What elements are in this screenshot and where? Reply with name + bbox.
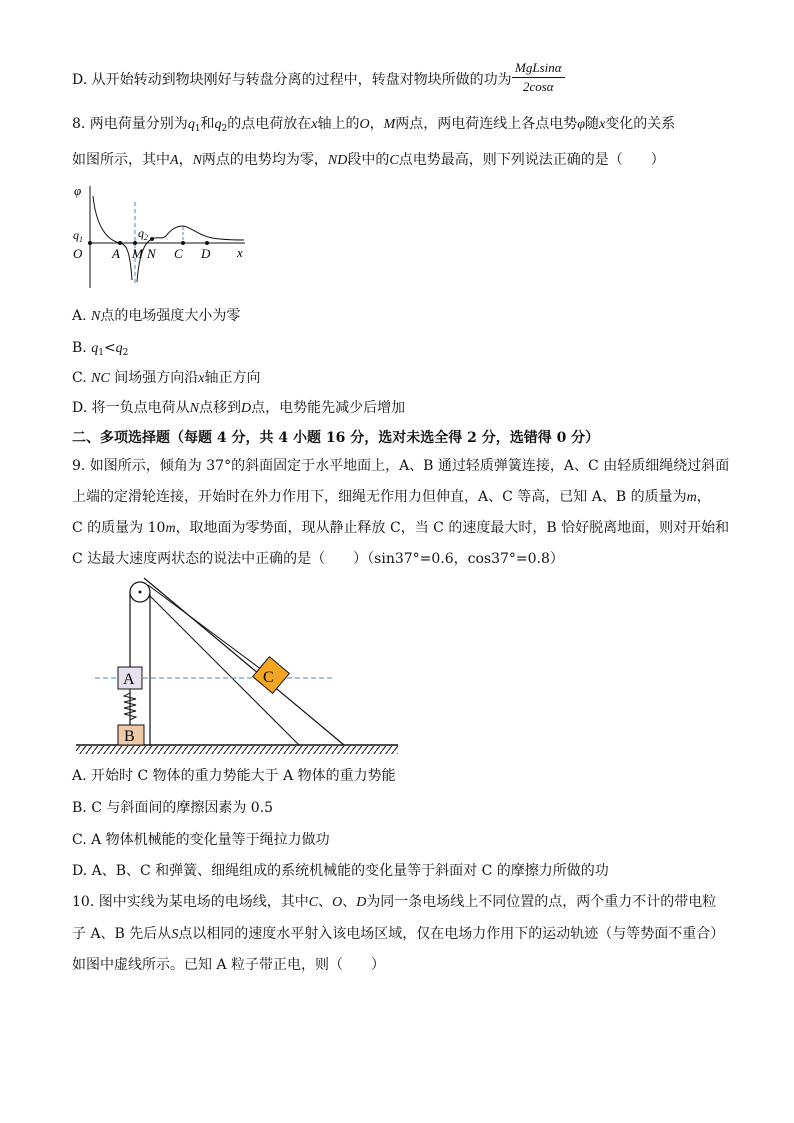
point-C: C <box>308 895 319 910</box>
section-2-heading: 二、多项选择题（每题 4 分，共 4 小题 16 分，选对未选全得 2 分，选错得 0 分） <box>72 430 600 446</box>
less-than: < <box>103 340 116 356</box>
q9-option-b[interactable]: B. C 与斜面间的摩擦因素为 0.5 <box>72 800 274 816</box>
mass-m: m <box>165 521 176 536</box>
text: ， <box>369 116 384 132</box>
q9-stem-line-2 <box>72 487 711 508</box>
point-S: S <box>171 927 179 942</box>
x-symbol: x <box>599 117 606 132</box>
q2-symbol: q <box>214 117 222 132</box>
q9-stem-line-4: C 达最大速度两状态的说法中正确的是（ ）（sin37°=0.6，cos37°=0.8） <box>72 551 564 567</box>
point-N: N <box>91 309 101 324</box>
text: 如图所示，其中 <box>72 152 170 168</box>
label-O: O <box>73 246 83 261</box>
label-A: A <box>112 246 120 261</box>
option-text: 点的电场强度大小为零 <box>100 308 241 324</box>
label-x: x <box>237 245 243 260</box>
point-O: O <box>332 895 343 910</box>
text: 和 <box>200 116 215 132</box>
text: 点以相同的速度水平射入该电场区域，仅在电场力作用下的运动轨迹（与等势面不重合） <box>178 926 725 942</box>
option-label: A. <box>72 308 92 324</box>
label-q2: $q_2$ <box>138 226 148 242</box>
q9-option-a[interactable]: A. 开始时 C 物体的重力势能大于 A 物体的重力势能 <box>72 768 396 784</box>
point-A: A <box>170 153 179 168</box>
q8-stem-line-1 <box>72 114 675 139</box>
text: 、 <box>342 894 357 910</box>
text: 两点的电势均为零， <box>201 152 328 168</box>
x-symbol: x <box>311 117 318 132</box>
q7-option-d-text: D. 从开始转动到物块刚好与转盘分离的过程中，转盘对物块所做的功为 <box>72 72 512 88</box>
q10-stem-line-1 <box>72 892 716 913</box>
text: ，取地面为零势面，现从静止释放 C，当 C 的速度最大时，B 恰好脱离地面，则对开始和 <box>175 520 730 536</box>
option-label: C. <box>72 370 92 386</box>
fraction-denominator: 2cosα <box>522 79 554 94</box>
q7-work-fraction <box>512 60 565 95</box>
label-M: M <box>132 246 143 261</box>
block-A-label: A <box>123 671 135 688</box>
text: 10. 图中实线为某电场的电场线，其中 <box>72 894 309 910</box>
point-O: O <box>359 117 370 132</box>
text: 随 <box>585 116 600 132</box>
label-C: C <box>174 246 183 261</box>
x-symbol: x <box>198 371 205 386</box>
q7-option-d <box>72 70 512 90</box>
incline-top-edge <box>144 578 344 745</box>
q2-symbol: q <box>115 341 123 356</box>
text: 两点，两电荷连线上各点电势 <box>395 116 578 132</box>
subscript: 2 <box>122 348 129 358</box>
text: 、 <box>318 894 333 910</box>
option-text: 间场强方向沿 <box>109 370 199 386</box>
q8-option-b[interactable] <box>72 338 128 363</box>
subscript: 1 <box>194 124 201 134</box>
q8-option-a[interactable] <box>72 306 240 327</box>
point-C: C <box>389 153 399 168</box>
q1-symbol: q <box>91 341 99 356</box>
mass-m: m <box>686 490 697 505</box>
text: ， <box>696 489 711 505</box>
segment-NC: NC <box>91 371 110 386</box>
text: 上端的定滑轮连接，开始时在外力作用下，细绳无作用力但伸直，A、C 等高，已知 A、B 的质量为 <box>72 489 687 505</box>
q8-stem-line-2 <box>72 150 665 171</box>
block-B-label: B <box>124 728 135 745</box>
text: 轴上的 <box>317 116 360 132</box>
pulley-axle <box>139 591 142 594</box>
q9-option-c[interactable]: C. A 物体机械能的变化量等于绳拉力做功 <box>72 832 330 848</box>
text: 变化的关系 <box>605 116 676 132</box>
point-N: N <box>192 153 202 168</box>
text: 子 A、B 先后从 <box>72 926 172 942</box>
option-text: 点移到 <box>198 400 241 416</box>
label-phi: φ <box>74 183 82 198</box>
label-D: D <box>201 246 211 261</box>
q8-option-d[interactable] <box>72 398 405 419</box>
block-C-label: C <box>263 669 274 686</box>
q8-potential-graph <box>70 180 260 292</box>
q9-option-d[interactable]: D. A、B、C 和弹簧、细绳组成的系统机械能的变化量等于斜面对 C 的摩擦力所做的功 <box>72 863 609 879</box>
option-text: 轴正方向 <box>204 370 261 386</box>
segment-ND: ND <box>327 153 348 168</box>
text: 为同一条电场线上不同位置的点，两个重力不计的带电粒 <box>366 894 717 910</box>
text: ， <box>178 152 193 168</box>
q9-stem-line-3 <box>72 518 729 539</box>
text: C 的质量为 10 <box>72 520 166 536</box>
rope-to-C <box>148 585 262 670</box>
fraction-numerator: MgLsinα <box>512 60 565 78</box>
ground-hatching <box>76 746 398 754</box>
q8-option-c[interactable] <box>72 368 260 389</box>
q9-incline-figure <box>70 575 405 760</box>
point-D: D <box>240 401 252 416</box>
label-N: N <box>147 246 156 261</box>
subscript: 2 <box>221 124 228 134</box>
q1-symbol: q <box>187 117 195 132</box>
option-text: 点，电势能先减少后增加 <box>251 400 406 416</box>
q10-stem-line-3: 如图中虚线所示。已知 A 粒子带正电，则（ ） <box>72 957 386 973</box>
text: 段中的 <box>347 152 390 168</box>
subscript: 1 <box>98 348 104 358</box>
option-label: B. <box>72 340 92 356</box>
text: 8. 两电荷量分别为 <box>72 116 188 132</box>
point-D: D <box>356 895 367 910</box>
potential-curve-left <box>93 196 132 280</box>
option-label: D. 将一负点电荷从 <box>72 400 190 416</box>
q10-stem-line-2 <box>72 924 724 945</box>
point-N: N <box>189 401 199 416</box>
point-M: M <box>383 117 396 132</box>
point-q1-dot <box>88 241 92 245</box>
point-C-dot <box>181 241 185 245</box>
phi-symbol: φ <box>577 117 586 132</box>
label-q1: $q_1$ <box>73 228 83 244</box>
text: 的点电荷放在 <box>227 116 312 132</box>
point-A-dot <box>118 241 122 245</box>
text: 点电势最高，则下列说法正确的是（ ） <box>398 152 665 168</box>
q9-stem-line-1: 9. 如图所示，倾角为 37°的斜面固定于水平地面上，A、B 通过轻质弹簧连接，A、C 由轻质细绳绕过斜面 <box>72 458 730 474</box>
point-N-dot <box>150 237 154 241</box>
point-D-dot <box>205 241 209 245</box>
point-M-dot <box>133 241 137 245</box>
